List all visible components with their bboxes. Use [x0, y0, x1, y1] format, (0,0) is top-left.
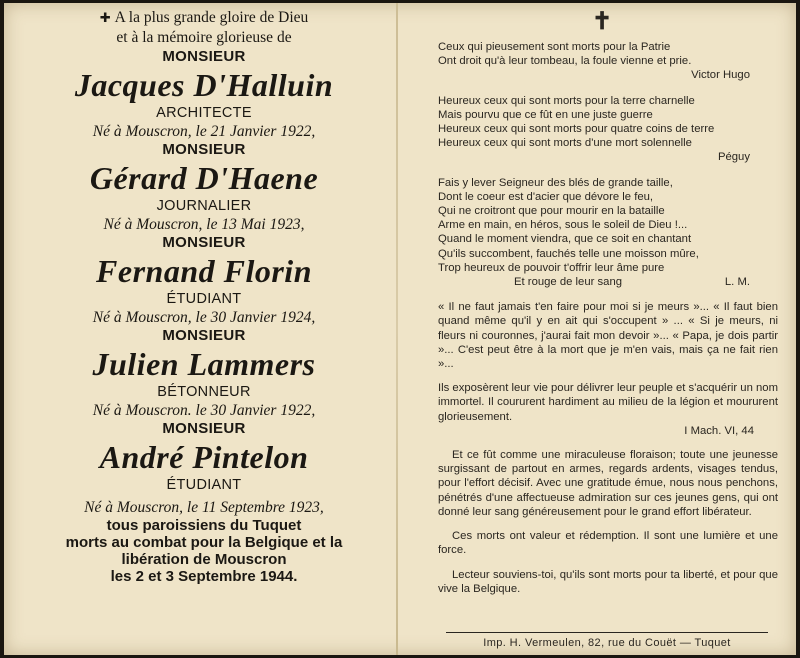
person-birth: Né à Mouscron. le 30 Janvier 1922,: [92, 402, 316, 419]
person-4: [20, 327, 388, 420]
person-birth: Né à Mouscron, le 30 Janvier 1924,: [92, 309, 316, 326]
person-name: Julien Lammers: [92, 346, 316, 382]
verse-line: Et rouge de leur sang: [514, 276, 623, 289]
person-name: Gérard D'Haene: [89, 160, 319, 196]
soldier-quotes: « Il ne faut jamais t'en faire pour moi si je meurs »... « Il faut bien quand même qu'il y en ait qui s'occupent » ... « Si je meurs, ni fleurs ni couronnes, j'aurai fait mon devoir »... « Papa, je dois partir »... C'est peut être à la mort que je m'en vais, mais ça ne fait rien »...: [438, 301, 778, 371]
page-fold: [396, 3, 398, 655]
paragraph-lecteur: Lecteur souviens-toi, qu'ils sont morts pour ta liberté, et pour que vive la Belgique.: [438, 568, 778, 595]
person-occupation: ÉTUDIANT: [166, 291, 242, 307]
verse-line: Qu'ils succombent, fauchés telle une moisson mûre,: [438, 247, 699, 260]
person-5: [20, 420, 388, 517]
peguy-verse: [438, 94, 778, 165]
person-occupation: ARCHITECTE: [156, 105, 252, 121]
person-title: MONSIEUR: [162, 48, 246, 65]
hugo-verse: [438, 40, 778, 83]
verse-line: Ont droit qu'à leur tombeau, la foule vienne et prie.: [438, 55, 692, 68]
closing-line-1: tous paroissiens du Tuquet: [106, 517, 302, 534]
verse-author: Victor Hugo: [691, 69, 750, 82]
verse-line: Fais y lever Seigneur des blés de grande taille,: [438, 176, 673, 189]
person-occupation: BÉTONNEUR: [157, 384, 251, 400]
right-page: [438, 10, 778, 606]
person-birth: Né à Mouscron, le 13 Mai 1923,: [103, 216, 305, 233]
person-2: [20, 141, 388, 234]
left-page: [20, 8, 388, 585]
dedication-line-2: et à la mémoire glorieuse de: [116, 29, 292, 46]
closing-text: [20, 517, 388, 585]
cross-icon: ✝: [591, 8, 613, 35]
verse-line: Heureux ceux qui sont morts pour la terre charnelle: [438, 94, 695, 107]
person-1: [20, 48, 388, 141]
person-birth: Né à Mouscron, le 11 Septembre 1923,: [84, 499, 324, 516]
maccabees-quote: [438, 381, 778, 438]
closing-line-3: libération de Mouscron: [121, 551, 287, 568]
dedication-line-1: A la plus grande gloire de Dieu: [114, 9, 309, 26]
verse-line: Heureux ceux qui sont morts d'une mort solennelle: [438, 137, 692, 150]
person-name: Jacques D'Halluin: [74, 67, 334, 103]
verse-line: Mais pourvu que ce fût en une juste guerre: [438, 108, 653, 121]
person-birth: Né à Mouscron, le 21 Janvier 1922,: [92, 123, 316, 140]
maccabees-ref: I Mach. VI, 44: [684, 424, 754, 437]
verse-author: Péguy: [717, 151, 750, 164]
verse-author: L. M.: [724, 276, 750, 289]
printer-imprint: Imp. H. Vermeulen, 82, rue du Couët — Tuquet: [446, 632, 768, 649]
person-title: MONSIEUR: [162, 420, 246, 437]
closing-line-2: morts au combat pour la Belgique et la: [65, 534, 343, 551]
verse-line: Qui ne croitront que pour mourir en la bataille: [438, 205, 665, 218]
paragraph-floraison: Et ce fût comme une miraculeuse floraison; toute une jeunesse surgissant de partout en armes, regards ardents, visages tendus, pour l'effort décisif. Avec une gratitude émue, nous nous penchons, pénétrés d'une affectueuse admiration sur ces jeunes gens, qui ont donné leur sang généreusement pour le grand effort libérateur.: [438, 449, 778, 518]
verse-line: Heureux ceux qui sont morts pour quatre coins de terre: [438, 123, 715, 136]
person-name: André Pintelon: [99, 439, 309, 475]
verse-line: Arme en main, en héros, sous le soleil de Dieu !...: [438, 219, 688, 232]
lm-verse: [438, 176, 778, 290]
person-occupation: ÉTUDIANT: [166, 477, 242, 493]
verse-line: Dont le coeur est d'acier que dévore le feu,: [438, 190, 654, 203]
person-occupation: JOURNALIER: [156, 198, 252, 214]
person-title: MONSIEUR: [162, 141, 246, 158]
person-name: Fernand Florin: [96, 253, 312, 289]
verse-line: Quand le moment viendra, que ce soit en chantant: [438, 233, 692, 246]
person-title: MONSIEUR: [162, 234, 246, 251]
star-icon: ✚: [99, 10, 111, 25]
verse-line: Trop heureux de pouvoir t'offrir leur âme pure: [438, 261, 665, 274]
closing-line-4: les 2 et 3 Septembre 1944.: [110, 568, 298, 585]
verse-line: Ceux qui pieusement sont morts pour la Patrie: [438, 41, 671, 53]
person-title: MONSIEUR: [162, 327, 246, 344]
person-3: [20, 234, 388, 327]
maccabees-text: Ils exposèrent leur vie pour délivrer leur peuple et s'acquérir un nom immortel. Il coururent hardiment au milieu de la légion et moururent glorieusement.: [438, 382, 778, 423]
paragraph-redemption: Ces morts ont valeur et rédemption. Il sont une lumière et une force.: [438, 530, 778, 557]
dedication: [20, 8, 388, 48]
